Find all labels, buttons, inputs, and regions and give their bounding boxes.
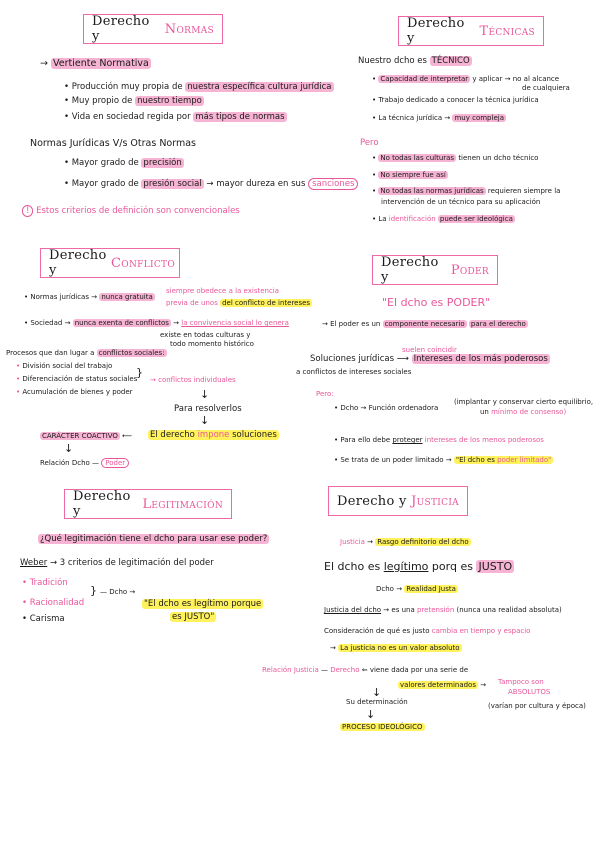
s3-derecho-impone: El derecho impone soluciones — [150, 430, 277, 440]
title-derecho-justicia: Derecho y Justicia — [328, 486, 468, 516]
s3-proc-2: • Diferenciación de status sociales — [16, 375, 138, 383]
s2-pero-3b: intervención de un técnico para su aplicación — [381, 198, 541, 206]
s6-j1: Justicia → Rasgo definitorio del dcho — [340, 538, 469, 546]
s5-question: ¿Qué legitimación tiene el dcho para usar ese poder? — [40, 534, 268, 544]
down-arrow-icon: ↓ — [372, 686, 382, 699]
s2-bullet-1: • Capacidad de interpretar y aplicar → no al alcance — [372, 75, 560, 83]
s4-quote: "El dcho es PODER" — [382, 296, 491, 309]
title-derecho-poder: Derecho y Poder — [372, 255, 498, 285]
s5-weber: Weber → 3 criterios de legitimación del poder — [20, 558, 214, 568]
s1-bullet-2: • Muy propio de nuestro tiempo — [64, 96, 202, 106]
down-arrow-icon: ↓ — [366, 708, 376, 721]
s1-grado-2: • Mayor grado de presión social → mayor dureza en sus sanciones — [64, 179, 358, 190]
s3-proc-3: • Acumulación de bienes y poder — [16, 388, 133, 396]
vertiente-line — [40, 58, 151, 70]
s4-d2: • Para ello debe proteger intereses de los menos poderosos — [334, 436, 544, 444]
s5-c3: • Carisma — [22, 614, 65, 624]
s6-j4: Justicia del dcho → es una pretensión (nunca una realidad absoluta) — [324, 606, 562, 614]
s6-j8-c: ABSOLUTOS — [508, 688, 551, 696]
s2-pero-2: • No siempre fue así — [372, 171, 446, 179]
s3-sociedad-e: todo momento histórico — [170, 340, 254, 348]
title-part-a: Derecho y — [92, 14, 150, 44]
title-derecho-legitimacion: Derecho y Legitimación — [64, 489, 232, 519]
s3-caracter: CARÁCTER COACTIVO ⟵ — [42, 432, 133, 440]
s3-normas-c: siempre obedece a la existencia — [166, 287, 280, 295]
s6-j6: → La justicia no es un valor absoluto — [330, 644, 460, 652]
s3-normas: • Normas jurídicas → nunca gratuita — [24, 293, 153, 301]
s2-line-1: Nuestro dcho es TÉCNICO — [358, 56, 470, 66]
brace-icon: } — [136, 366, 143, 379]
s6-j3: Dcho → Realidad Justa — [376, 585, 456, 593]
s2-pero-1: • No todas las culturas tienen un dcho técnico — [372, 154, 539, 162]
s1-bullet-1: • Producción muy propia de nuestra específica cultura jurídica — [64, 82, 332, 92]
title-derecho-conflicto: Derecho y Conflicto — [40, 248, 180, 278]
vertiente-normativa: Vertiente Normativa — [53, 58, 149, 69]
s3-sociedad-d: existe en todas culturas y — [160, 331, 251, 339]
s3-proc-1: • División social del trabajo — [16, 362, 113, 370]
s1-bullet-3: • Vida en sociedad regida por más tipos de normas — [64, 112, 285, 122]
s4-d1-c: (implantar y conservar cierto equilibrio, — [454, 398, 594, 406]
s3-sociedad: • Sociedad → nunca exenta de conflictos → la convivencia social lo genera — [24, 319, 289, 327]
s3-para: Para resolverlos — [174, 404, 242, 414]
s3-relacion: Relación Dcho — Poder — [40, 459, 129, 468]
s6-j8-b: Tampoco son — [498, 678, 544, 686]
brace-icon: } — [90, 584, 97, 597]
s5-res-a: "El dcho es legítimo porque — [144, 599, 262, 609]
s5-c1: • Tradición — [22, 578, 68, 588]
s4-sol: Soluciones jurídicas ⟶ Intereses de los más poderosos — [310, 354, 548, 364]
s4-line-1: → El poder es un componente necesario para el derecho — [322, 320, 526, 328]
title-derecho-normas — [83, 14, 223, 44]
title-part-b: Normas — [164, 21, 214, 37]
s3-normas-d: previa de unos del conflicto de intereses — [166, 299, 311, 307]
s5-c2: • Racionalidad — [22, 598, 85, 608]
s6-j7: Relación Justicia — Derecho ⇐ viene dada por una serie de — [262, 666, 469, 674]
s6-j10: PROCESO IDEOLÓGICO — [342, 723, 423, 731]
s6-j8: valores determinados → — [400, 681, 487, 689]
s2-bullet-2: • Trabajo dedicado a conocer la técnica jurídica — [372, 96, 539, 104]
s2-bullet-3: • La técnica jurídica → muy compleja — [372, 114, 504, 122]
warning-icon: ! — [22, 205, 33, 217]
s1-grado-1: • Mayor grado de precisión — [64, 158, 182, 168]
s4-d1-d: un mínimo de consenso) — [480, 408, 567, 416]
s2-pero-3: • No todas las normas jurídicas requieren siempre la — [372, 187, 561, 195]
s3-conflictos-ind: → conflictos individuales — [150, 376, 236, 384]
s2-pero: Pero — [360, 138, 379, 148]
down-arrow-icon: ↓ — [64, 442, 74, 455]
s4-pero: Pero: — [316, 390, 334, 398]
s4-d1: • Dcho → Función ordenadora — [334, 404, 439, 412]
s2-bullet-1b: de cualquiera — [522, 84, 570, 92]
arrow-icon: → — [40, 58, 48, 69]
s4-d3: • Se trata de un poder limitado → "El dcho es poder limitado" — [334, 456, 552, 464]
s5-dcho: — Dcho → — [100, 588, 136, 596]
s6-j2: El dcho es legítimo porq es JUSTO — [324, 560, 513, 573]
s5-res-b: es JUSTO" — [172, 612, 215, 622]
s3-procesos: Procesos que dan lugar a conflictos sociales: — [6, 349, 165, 357]
s4-suelen: suelen coincidir — [402, 346, 457, 354]
title-derecho-tecnicas: Derecho y Técnicas — [398, 16, 544, 46]
s6-j9: Su determinación — [346, 698, 408, 706]
normas-vs: Normas Jurídicas V/s Otras Normas — [30, 138, 197, 149]
down-arrow-icon: ↓ — [200, 414, 210, 427]
s2-pero-4: • La identificación puede ser ideológica — [372, 215, 513, 223]
down-arrow-icon: ↓ — [200, 388, 210, 401]
s1-note: ! Estos criterios de definición son convencionales — [22, 206, 240, 217]
s6-j5: Consideración de qué es justo cambia en tiempo y espacio — [324, 627, 531, 635]
s4-sol-d: a conflictos de intereses sociales — [296, 368, 412, 376]
s6-j8-d: (varían por cultura y época) — [488, 702, 586, 710]
